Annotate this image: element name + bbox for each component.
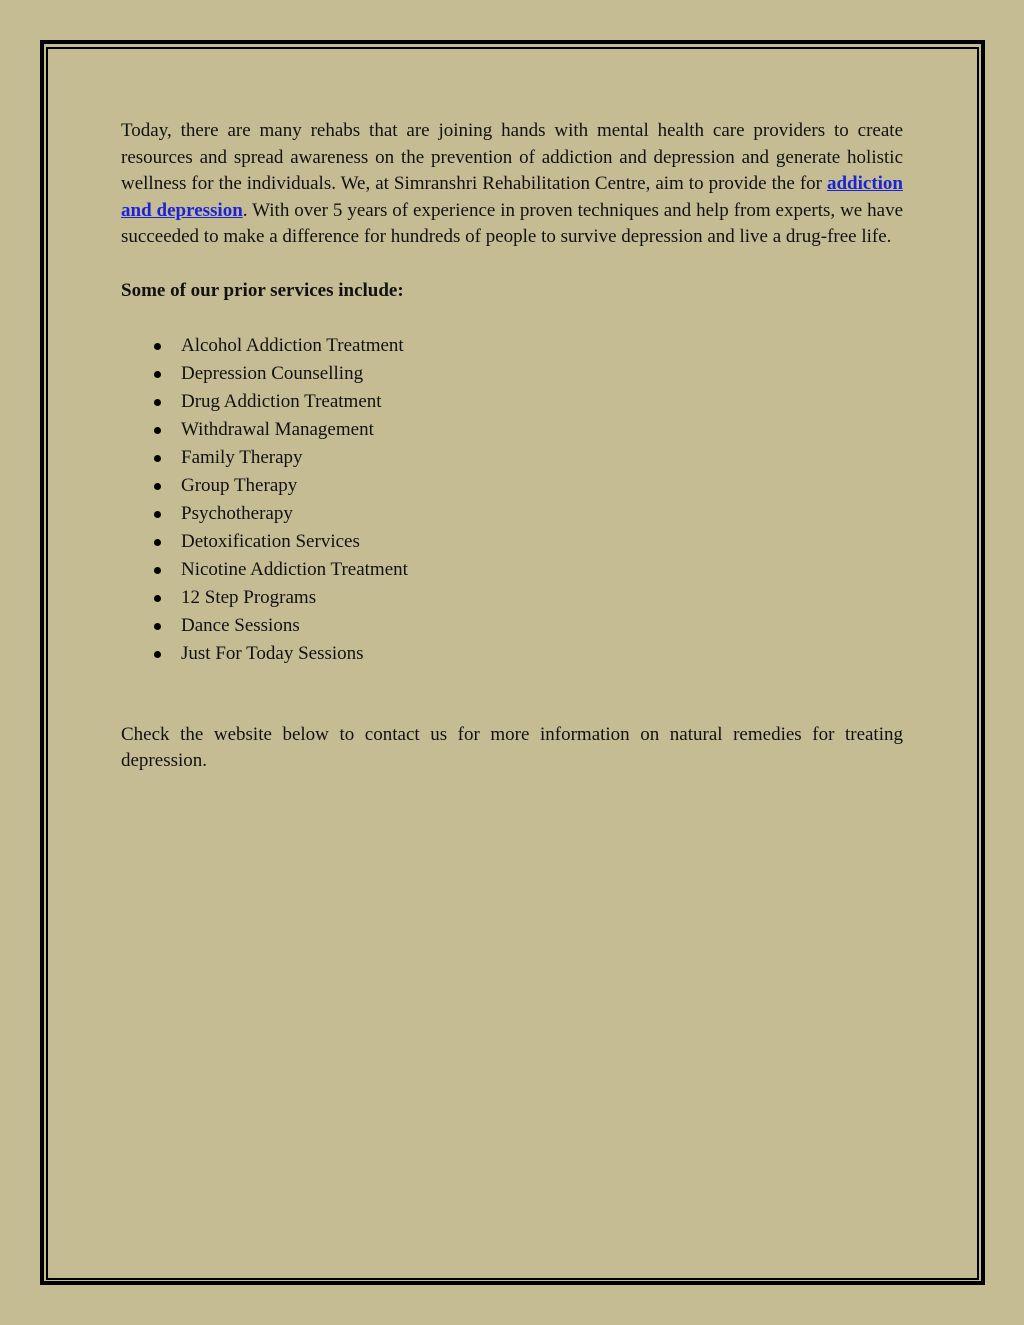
bullet-icon xyxy=(154,427,161,434)
bullet-icon xyxy=(154,371,161,378)
list-item xyxy=(121,556,903,584)
service-label: Just For Today Sessions xyxy=(181,642,364,664)
bullet-icon xyxy=(154,455,161,462)
list-item xyxy=(121,584,903,612)
bullet-icon xyxy=(154,399,161,406)
list-item xyxy=(121,332,903,360)
list-item xyxy=(121,500,903,528)
service-label: Group Therapy xyxy=(181,474,298,496)
bullet-icon xyxy=(154,483,161,490)
list-item xyxy=(121,528,903,556)
bullet-icon xyxy=(154,343,161,350)
service-label: Alcohol Addiction Treatment xyxy=(181,334,404,356)
list-item xyxy=(121,640,903,668)
bullet-icon xyxy=(154,539,161,546)
list-item xyxy=(121,360,903,388)
list-item xyxy=(121,472,903,500)
list-item xyxy=(121,444,903,472)
bullet-icon xyxy=(154,651,161,658)
service-label: Family Therapy xyxy=(181,446,303,468)
service-label: Dance Sessions xyxy=(181,614,300,636)
service-label: Psychotherapy xyxy=(181,502,293,524)
service-label: Detoxification Services xyxy=(181,530,360,552)
bullet-icon xyxy=(154,623,161,630)
service-label: Withdrawal Management xyxy=(181,418,374,440)
service-label: 12 Step Programs xyxy=(181,586,317,608)
service-label: Drug Addiction Treatment xyxy=(181,390,382,412)
services-list xyxy=(121,332,903,668)
list-item xyxy=(121,416,903,444)
addiction-depression-link[interactable]: addiction and depression xyxy=(121,173,903,221)
intro-text-before-link: Today, there are many rehabs that are joining hands with mental health care providers to create resources and spread awareness on the prevention of addiction and depression and generate holistic wellness for the individuals. We, at Simranshri Rehabilitation Centre, aim to provide the for xyxy=(121,120,903,195)
services-heading: Some of our prior services include: xyxy=(121,279,404,301)
intro-text-after-link: . With over 5 years of experience in proven techniques and help from experts, we have succeeded to make a difference for hundreds of people to survive depression and live a drug-free life. xyxy=(121,199,904,248)
service-label: Nicotine Addiction Treatment xyxy=(181,558,408,580)
bullet-icon xyxy=(154,567,161,574)
list-item xyxy=(121,612,903,640)
document-body xyxy=(121,118,903,775)
service-label: Depression Counselling xyxy=(181,362,364,384)
closing-paragraph: Check the website below to contact us for more information on natural remedies for treating depression. xyxy=(121,723,903,772)
intro-paragraph xyxy=(121,118,903,251)
bullet-icon xyxy=(154,511,161,518)
bullet-icon xyxy=(154,595,161,602)
list-item xyxy=(121,388,903,416)
